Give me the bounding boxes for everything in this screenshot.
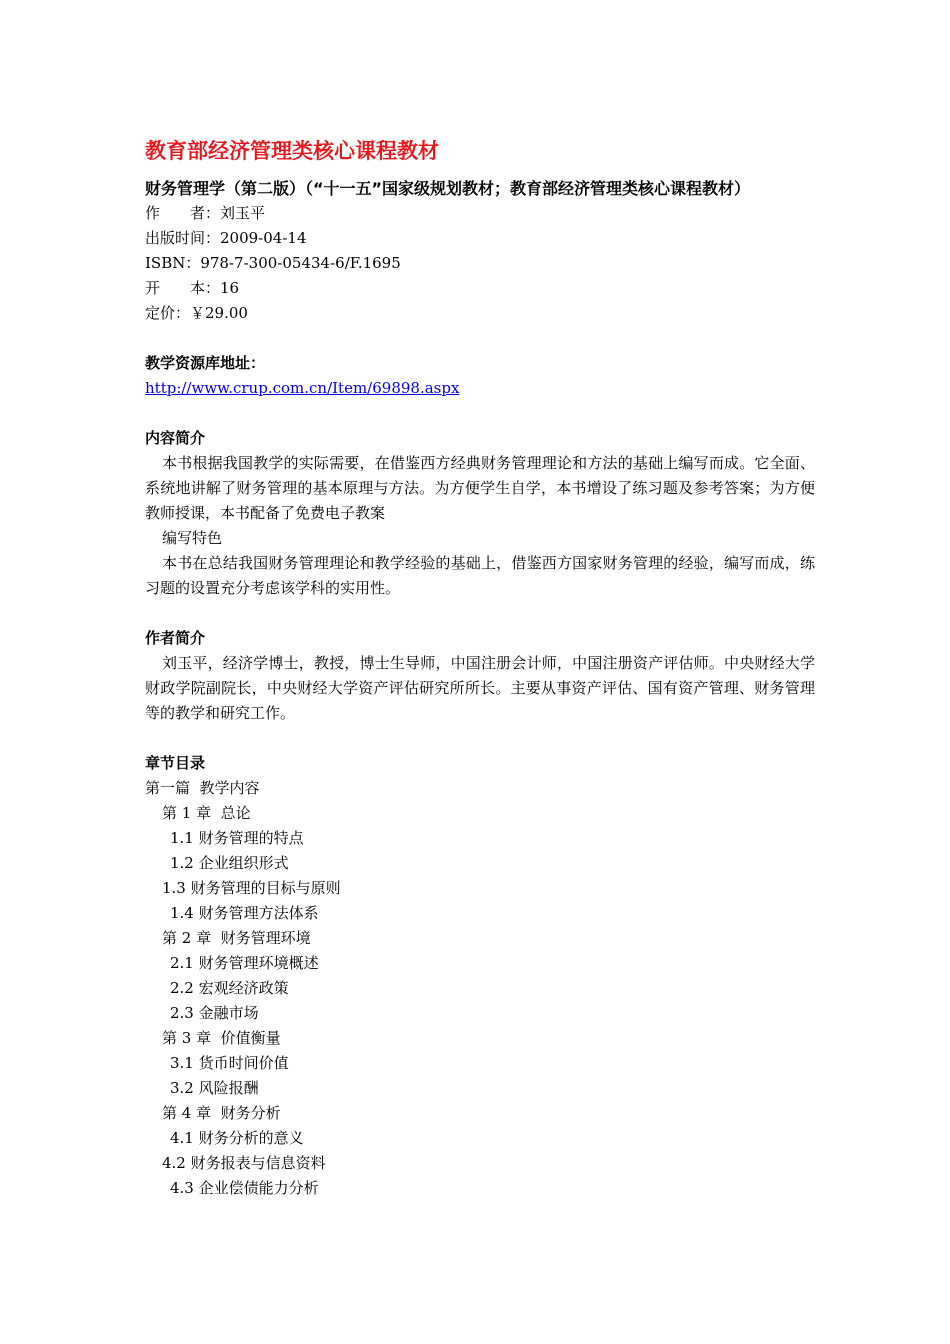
book-title: 财务管理学（第二版）（“十一五”国家级规划教材；教育部经济管理类核心课程教材） (145, 179, 751, 198)
toc-heading: 章节目录 (145, 754, 206, 772)
price-line: 定价：￥29.00 (145, 304, 248, 322)
toc-item: 第一篇 教学内容 (145, 779, 260, 797)
toc-item: 4.1 财务分析的意义 (170, 1129, 304, 1147)
toc-item: 3.1 货币时间价值 (170, 1054, 289, 1072)
author-line: 作 者：刘玉平 (145, 204, 266, 222)
toc-item: 第 4 章 财务分析 (162, 1104, 281, 1122)
isbn-line: ISBN：978-7-300-05434-6/F.1695 (145, 254, 401, 272)
format-line: 开 本：16 (145, 279, 240, 297)
toc-item: 1.2 企业组织形式 (170, 854, 289, 872)
toc-item: 第 2 章 财务管理环境 (162, 929, 311, 947)
toc-item: 2.3 金融市场 (170, 1004, 259, 1022)
toc-item: 3.2 风险报酬 (170, 1079, 259, 1097)
toc-list (145, 776, 815, 1201)
toc-item: 1.1 财务管理的特点 (170, 829, 304, 847)
pub-date-line: 出版时间：2009-04-14 (145, 229, 307, 247)
resource-label: 教学资源库地址： (145, 354, 266, 372)
series-title: 教育部经济管理类核心课程教材 (145, 139, 439, 163)
toc-item: 1.4 财务管理方法体系 (170, 904, 319, 922)
toc-item: 4.2 财务报表与信息资料 (162, 1154, 326, 1172)
spacer (145, 726, 815, 751)
toc-item: 第 1 章 总论 (162, 804, 251, 822)
document-page (145, 136, 815, 1201)
spacer (145, 401, 815, 426)
spacer (145, 601, 815, 626)
feature-paragraph: 本书在总结我国财务管理理论和教学经验的基础上，借鉴西方国家财务管理的经验，编写而成，练习题的设置充分考虑该学科的实用性。 (145, 554, 815, 597)
toc-item: 4.3 企业偿债能力分析 (170, 1179, 319, 1197)
toc-item: 1.3 财务管理的目标与原则 (162, 879, 341, 897)
feature-label: 编写特色 (162, 529, 223, 547)
intro-heading: 内容简介 (145, 429, 206, 447)
toc-item: 2.2 宏观经济政策 (170, 979, 289, 997)
author-intro-paragraph: 刘玉平，经济学博士，教授，博士生导师，中国注册会计师，中国注册资产评估师。中央财经大学财政学院副院长，中央财经大学资产评估研究所所长。主要从事资产评估、国有资产管理、财务管理等的教学和研究工作。 (145, 654, 815, 722)
resource-link[interactable]: http://www.crup.com.cn/Item/69898.aspx (145, 379, 460, 397)
spacer (145, 326, 815, 351)
author-intro-heading: 作者简介 (145, 629, 206, 647)
toc-item: 第 3 章 价值衡量 (162, 1029, 281, 1047)
toc-item: 2.1 财务管理环境概述 (170, 954, 319, 972)
intro-paragraph: 本书根据我国教学的实际需要，在借鉴西方经典财务管理理论和方法的基础上编写而成。它全面、系统地讲解了财务管理的基本原理与方法。为方便学生自学，本书增设了练习题及参考答案；为方便教师授课，本书配备了免费电子教案 (145, 454, 815, 522)
